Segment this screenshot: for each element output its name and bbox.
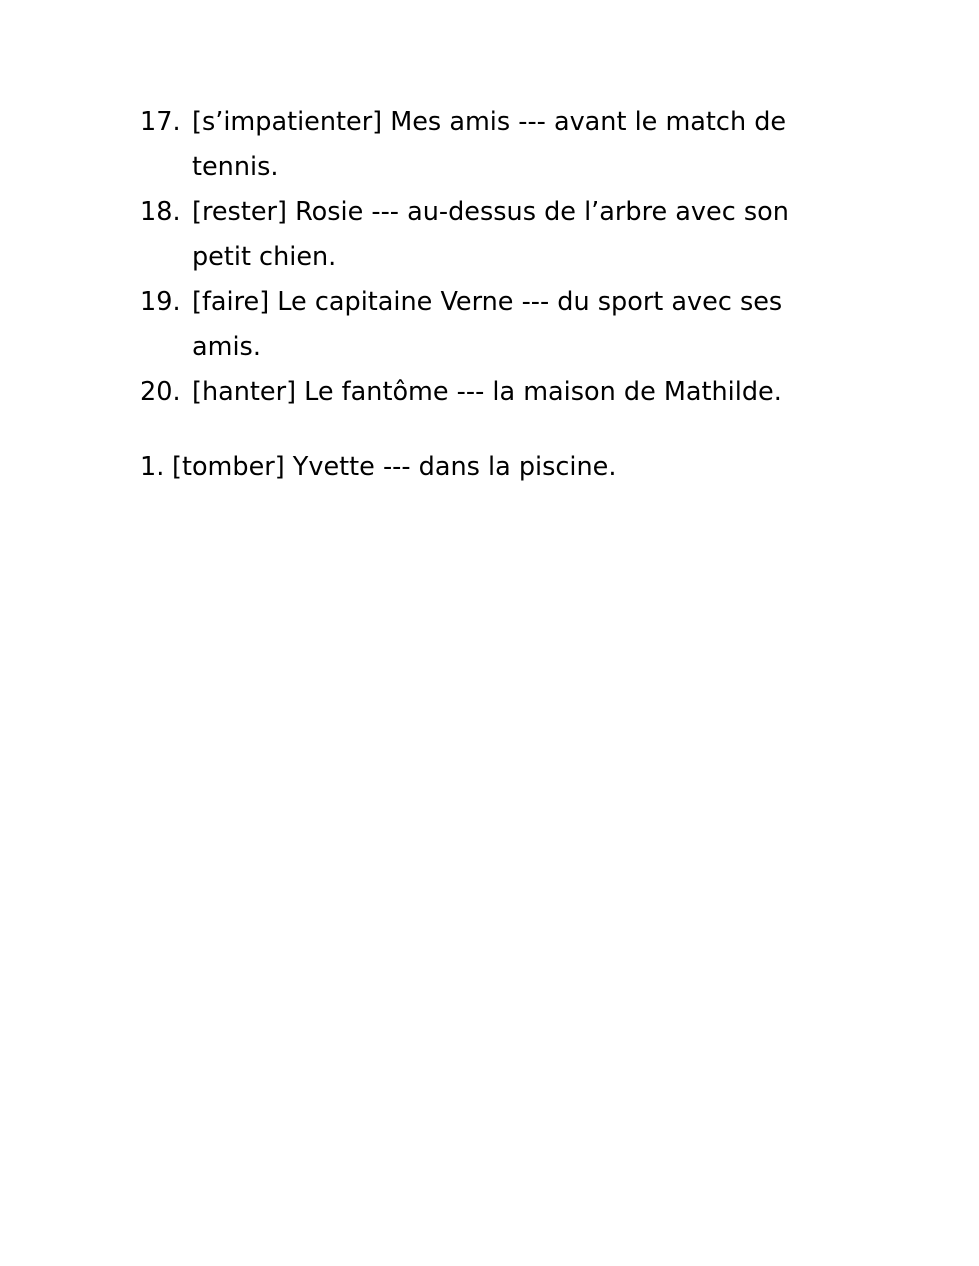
list-item-number: 19. [140,287,181,317]
exercise-list-secondary [140,445,839,490]
list-separator [140,415,839,445]
list-item [140,190,830,280]
list-item-text: [tomber] Yvette --- dans la piscine. [172,452,617,482]
list-item-number: 1. [140,452,165,482]
list-item [140,445,830,490]
list-item-number: 17. [140,107,181,137]
list-item-text: [rester] Rosie --- au-dessus de l’arbre avec son petit chien. [192,197,789,272]
list-item-text: [hanter] Le fantôme --- la maison de Mathilde. [192,377,782,407]
list-item [140,280,830,370]
list-item-text: [faire] Le capitaine Verne --- du sport avec ses amis. [192,287,783,362]
exercise-list-primary [140,100,839,415]
list-item [140,100,830,190]
list-item [140,370,830,415]
list-item-text: [s’impatienter] Mes amis --- avant le match de tennis. [192,107,787,182]
list-item-number: 20. [140,377,181,407]
list-item-number: 18. [140,197,181,227]
